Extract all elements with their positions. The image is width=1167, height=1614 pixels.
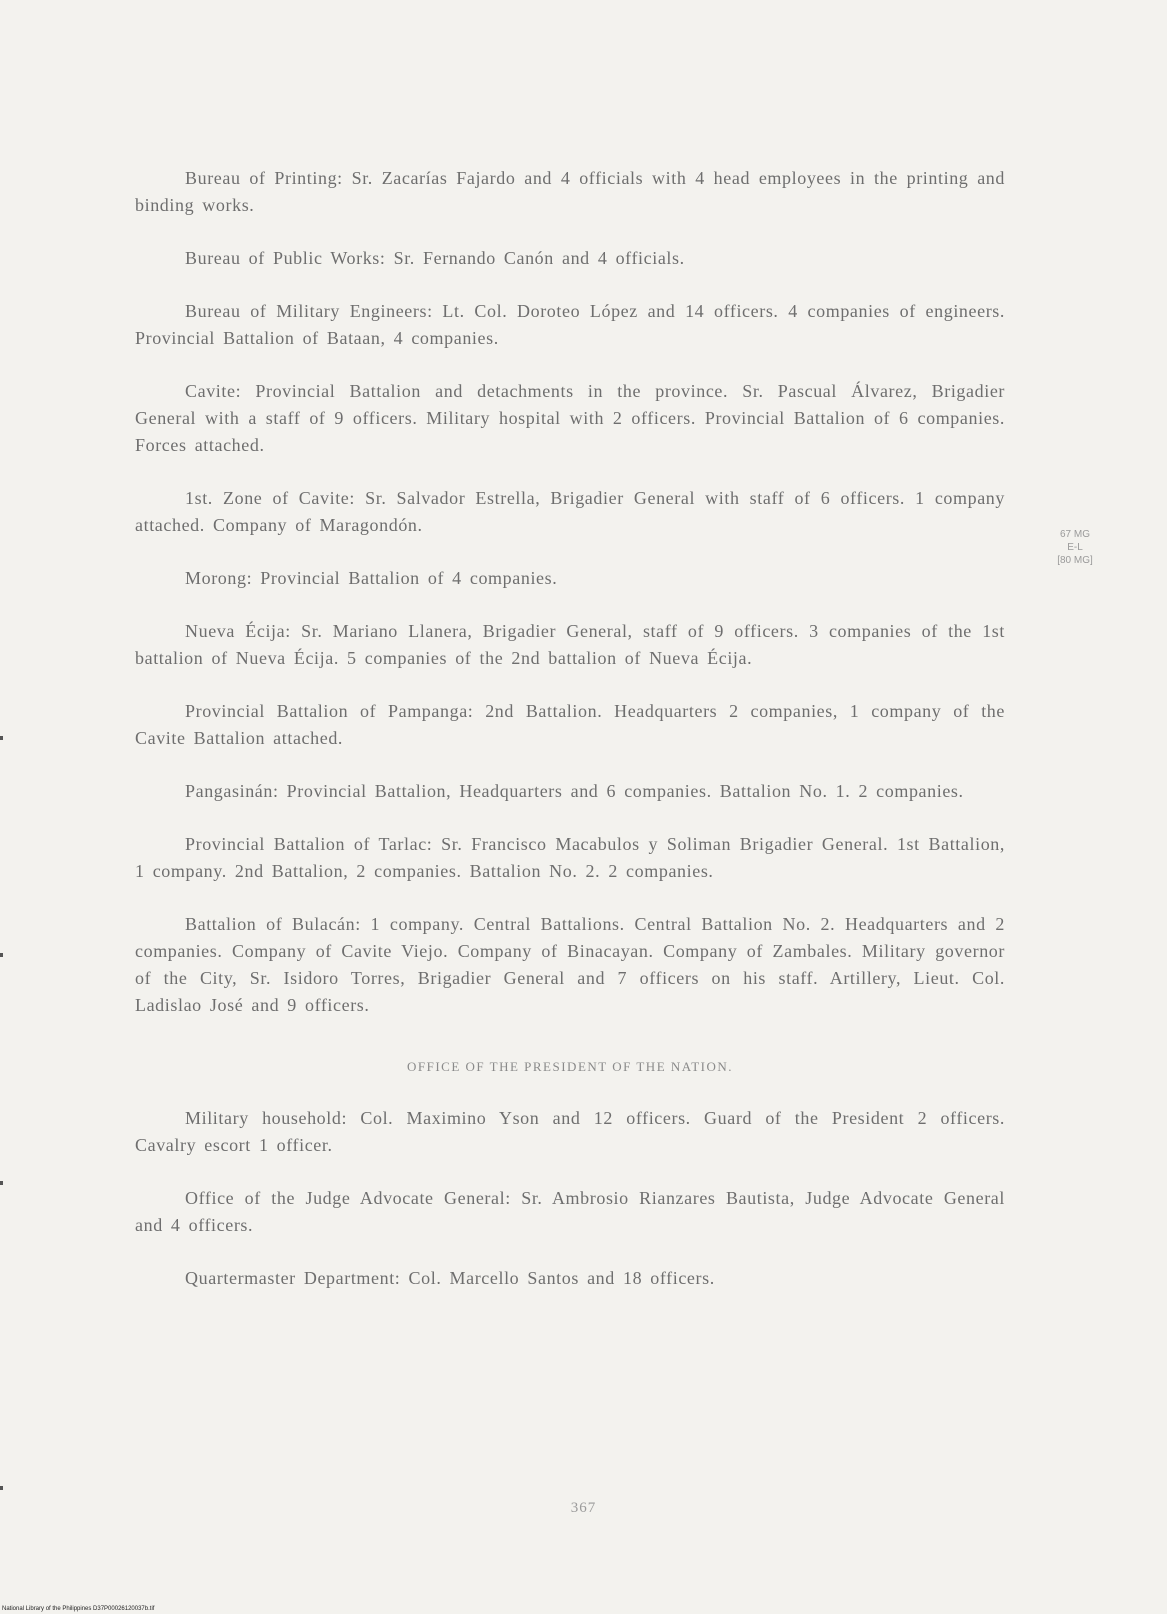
- paragraph-cavite: Cavite: Provincial Battalion and detachments in the province. Sr. Pascual Álvarez, Brigadier General with a staff of 9 officers. Military hospital with 2 officers. Provincial Battalion of 6 companies. Forces attached.: [135, 381, 1005, 455]
- scan-credit: National Library of the Philippines D37P00026120037b.tif: [2, 1606, 155, 1612]
- paragraph-judge-advocate: Office of the Judge Advocate General: Sr. Ambrosio Rianzares Bautista, Judge Advocate General and 4 officers.: [135, 1188, 1005, 1235]
- paragraph-first-zone-of-cavite: 1st. Zone of Cavite: Sr. Salvador Estrella, Brigadier General with staff of 6 officers. 1 company attached. Company of Maragondón.: [135, 488, 1005, 535]
- binding-mark: [0, 1486, 3, 1490]
- margin-annotation-line: [80 MG]: [1057, 555, 1093, 566]
- paragraph-nueva-ecija: Nueva Écija: Sr. Mariano Llanera, Brigadier General, staff of 9 officers. 3 companies of the 1st battalion of Nueva Écija. 5 companies of the 2nd battalion of Nueva Écija.: [135, 621, 1005, 668]
- paragraph-pampanga: Provincial Battalion of Pampanga: 2nd Battalion. Headquarters 2 companies, 1 company of the Cavite Battalion attached.: [135, 701, 1005, 748]
- margin-annotation-line: 67 MG: [1059, 529, 1090, 540]
- paragraph-military-household: Military household: Col. Maximino Yson and 12 officers. Guard of the President 2 officers. Cavalry escort 1 officer.: [135, 1108, 1005, 1155]
- paragraph-bureau-of-public-works: Bureau of Public Works: Sr. Fernando Canón and 4 officials.: [185, 248, 685, 268]
- binding-mark: [0, 1181, 3, 1185]
- paragraph-pangasinan: Pangasinán: Provincial Battalion, Headquarters and 6 companies. Battalion No. 1. 2 companies.: [185, 781, 964, 801]
- section-heading: OFFICE OF THE PRESIDENT OF THE NATION.: [406, 1059, 734, 1074]
- binding-mark: [0, 736, 3, 740]
- paragraph-quartermaster: Quartermaster Department: Col. Marcello Santos and 18 officers.: [185, 1268, 715, 1288]
- margin-annotation: [1030, 528, 1120, 567]
- document-body: [135, 165, 1005, 1318]
- paragraph-tarlac: Provincial Battalion of Tarlac: Sr. Francisco Macabulos y Soliman Brigadier General. 1st Battalion, 1 company. 2nd Battalion, 2 companies. Battalion No. 2. 2 companies.: [135, 834, 1005, 881]
- page-number: 367: [570, 1500, 597, 1516]
- paragraph-bulacan: Battalion of Bulacán: 1 company. Central Battalions. Central Battalion No. 2. Headquarters and 2 companies. Company of Cavite Viejo. Company of Binacayan. Company of Zambales. Military governor of the City, Sr. Isidoro Torres, Brigadier General and 7 officers on his staff. Artillery, Lieut. Col. Ladislao José and 9 officers.: [135, 914, 1005, 1015]
- paragraph-bureau-of-printing: Bureau of Printing: Sr. Zacarías Fajardo and 4 officials with 4 head employees in the printing and binding works.: [135, 168, 1005, 215]
- margin-annotation-line: E-L: [1067, 542, 1083, 553]
- binding-mark: [0, 953, 3, 957]
- paragraph-morong: Morong: Provincial Battalion of 4 companies.: [185, 568, 558, 588]
- paragraph-bureau-of-military-engineers: Bureau of Military Engineers: Lt. Col. Doroteo López and 14 officers. 4 companies of engineers. Provincial Battalion of Bataan, 4 companies.: [135, 301, 1005, 348]
